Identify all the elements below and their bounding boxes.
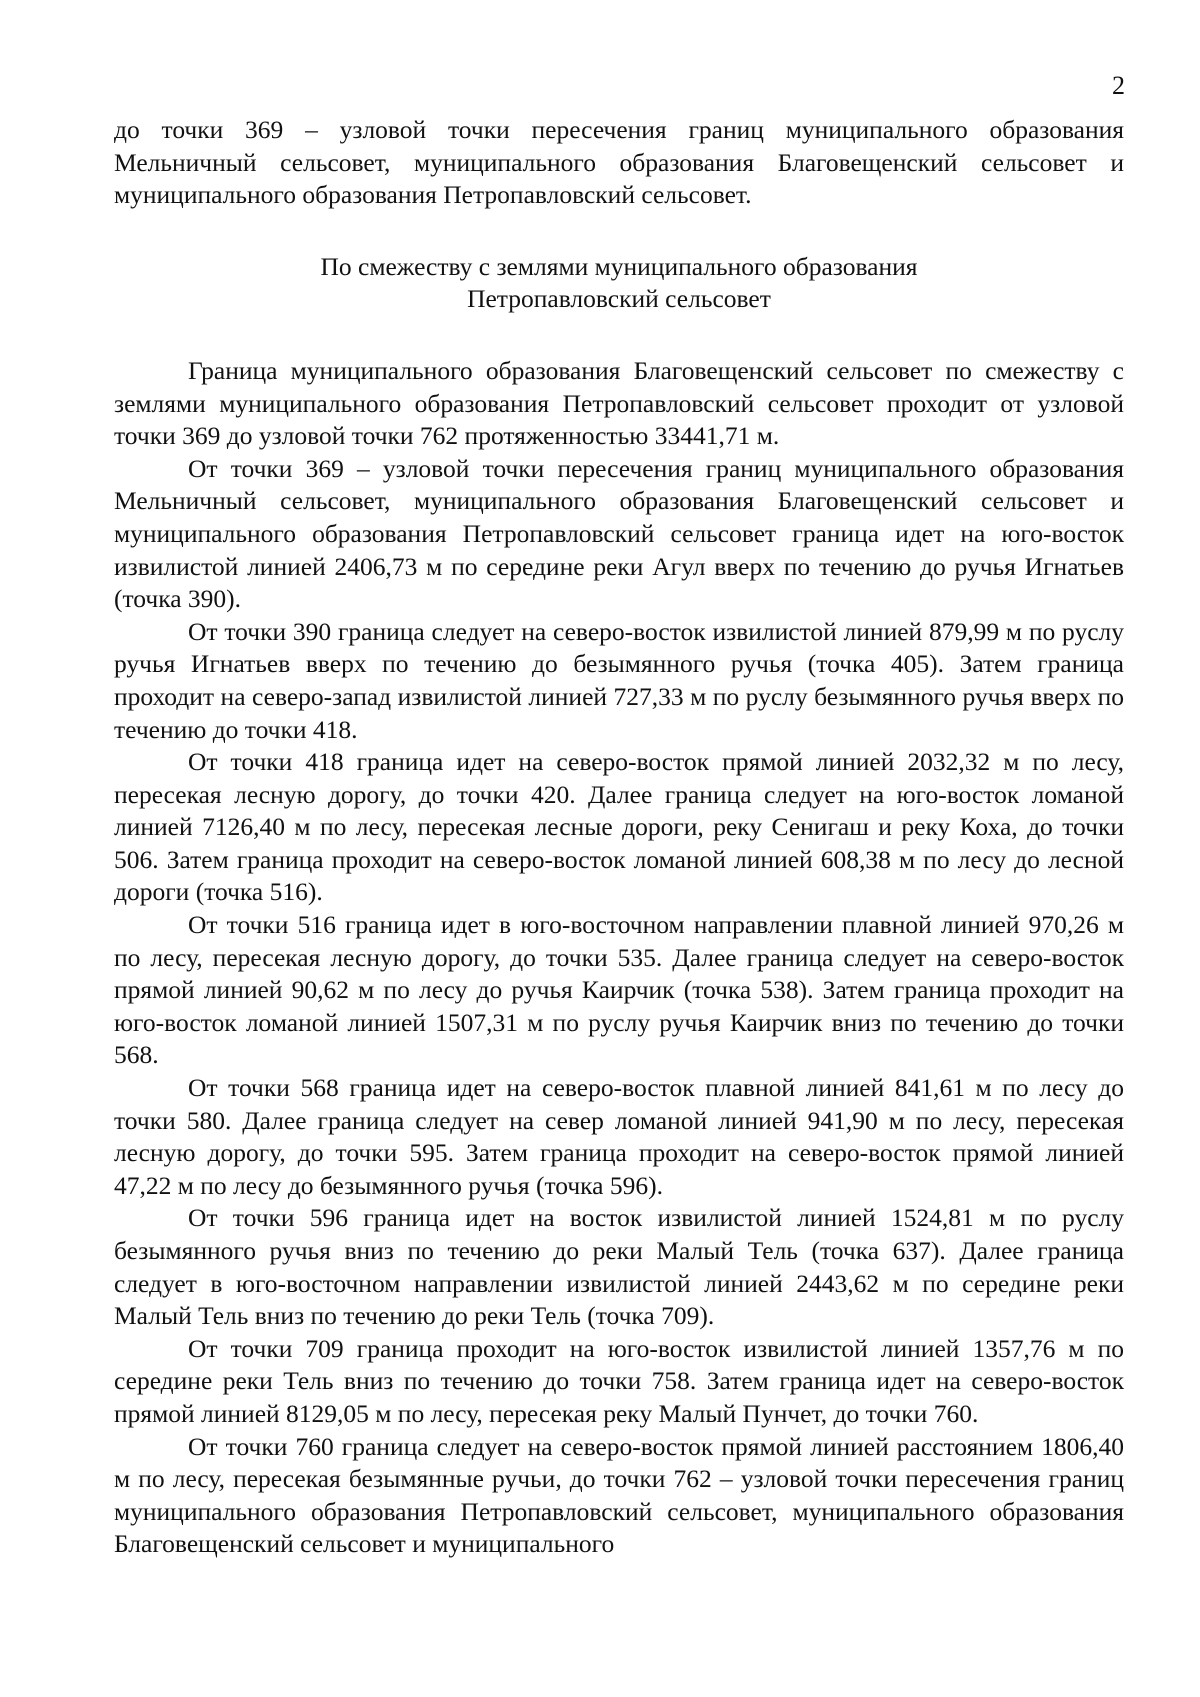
document-body — [114, 114, 1124, 1561]
paragraph: От точки 390 граница следует на северо-восток извилистой линией 879,99 м по руслу ручья Игнатьев вверх по течению до безымянного ручья (точка 405). Затем граница проходит на северо-запад извилистой линией 727,33 м по руслу безымянного ручья вверх по течению до точки 418. — [114, 616, 1124, 744]
paragraph: От точки 760 граница следует на северо-восток прямой линией расстоянием 1806,40 м по лесу, пересекая безымянные ручьи, до точки 762 – узловой точки пересечения границ муниципального образования Петропавловский сельсовет, муниципального образования Благовещенский сельсовет и муниципального — [114, 1431, 1124, 1559]
section-heading-line-2: Петропавловский сельсовет — [467, 284, 771, 314]
paragraph: От точки 709 граница проходит на юго-восток извилистой линией 1357,76 м по середине реки Тель вниз по течению до точки 758. Затем граница идет на северо-восток прямой линией 8129,05 м по лесу, пересекая реку Малый Пунчет, до точки 760. — [114, 1333, 1124, 1428]
paragraph: От точки 516 граница идет в юго-восточном направлении плавной линией 970,26 м по лесу, пересекая лесную дорогу, до точки 535. Далее граница следует на северо-восток прямой линией 90,62 м по лесу до ручья Каирчик (точка 538). Затем граница проходит на юго-восток ломаной линией 1507,31 м по руслу ручья Каирчик вниз по течению до точки 568. — [114, 910, 1124, 1070]
paragraph: От точки 568 граница идет на северо-восток плавной линией 841,61 м по лесу до точки 580. Далее граница следует на север ломаной линией 941,90 м по лесу, пересекая лесную дорогу, до точки 595. Затем граница проходит на северо-восток прямой линией 47,22 м по лесу до безымянного ручья (точка 596). — [114, 1073, 1124, 1200]
intro-paragraph: до точки 369 – узловой точки пересечения границ муниципального образования Мельничный сельсовет, муниципального образования Благовещенский сельсовет и муниципального образования Петропавловский сельсовет. — [114, 115, 1124, 210]
page-number: 2 — [1112, 71, 1125, 100]
section-heading — [114, 251, 1124, 316]
paragraph: Граница муниципального образования Благовещенский сельсовет по смежеству с землями муниципального образования Петропавловский сельсовет проходит от узловой точки 369 до узловой точки 762 протяженностью 33441,71 м. — [114, 355, 1124, 451]
paragraph: От точки 369 – узловой точки пересечения границ муниципального образования Мельничный сельсовет, муниципального образования Благовещенский сельсовет и муниципального образования Петропавловский сельсовет граница идет на юго-восток извилистой линией 2406,73 м по середине реки Агул вверх по течению до ручья Игнатьев (точка 390). — [114, 453, 1124, 614]
paragraph: От точки 596 граница идет на восток извилистой линией 1524,81 м по руслу безымянного ручья вниз по течению до реки Малый Тель (точка 637). Далее граница следует в юго-восточном направлении извилистой линией 2443,62 м по середине реки Малый Тель вниз по течению до реки Тель (точка 709). — [114, 1203, 1124, 1331]
paragraph: От точки 418 граница идет на северо-восток прямой линией 2032,32 м по лесу, пересекая лесную дорогу, до точки 420. Далее граница следует на юго-восток ломаной линией 7126,40 м по лесу, пересекая лесные дороги, реку Сенигаш и реку Коха, до точки 506. Затем граница проходит на северо-восток ломаной линией 608,38 м по лесу до лесной дороги (точка 516). — [114, 747, 1124, 907]
section-heading-line-1: По смежеству с землями муниципального образования — [320, 251, 918, 281]
